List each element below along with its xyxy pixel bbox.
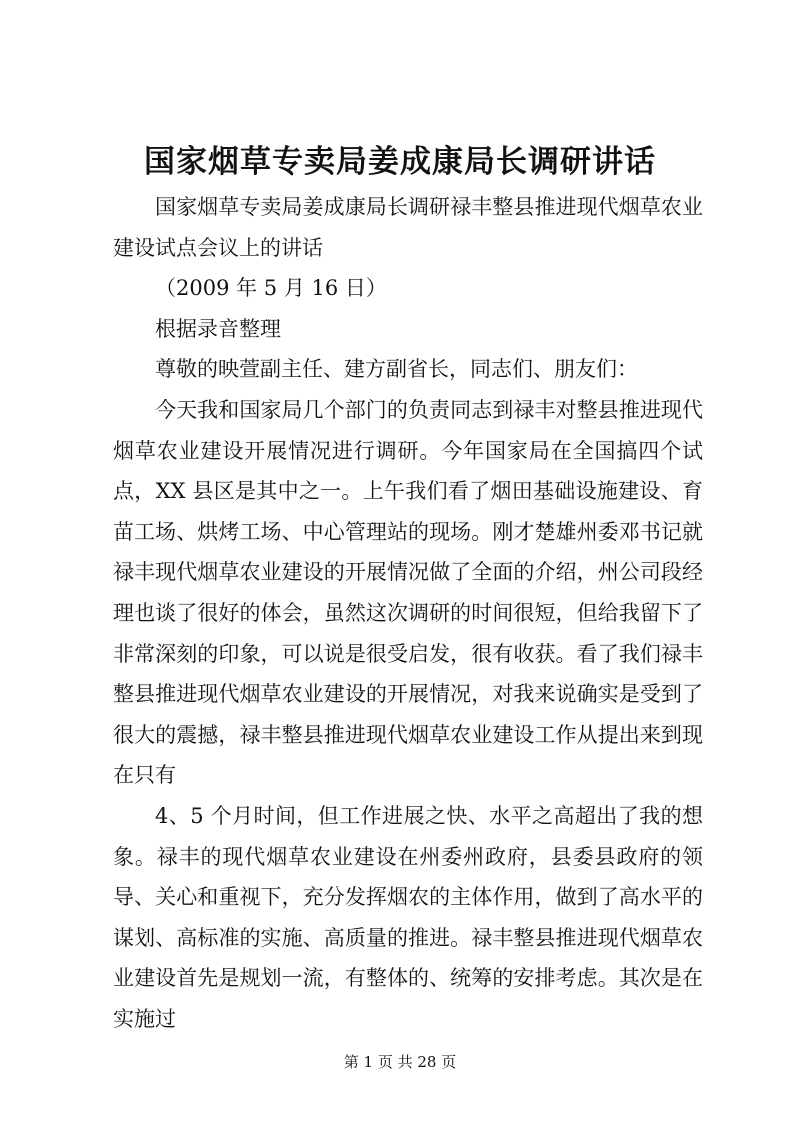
- page-footer: 第 1 页 共 28 页: [343, 1053, 457, 1071]
- paragraph-body-1: 今天我和国家局几个部门的负责同志到禄丰对整县推进现代烟草农业建设开展情况进行调研。今年国家局在全国搞四个试点，XX 县区是其中之一。上午我们看了烟田基础设施建设、育苗工场、烘烤工场、中心管理站的现场。刚才楚雄州委邓书记就禄丰现代烟草农业建设的开展情况做了全面的介绍，州公司段经理也谈了很好的体会，虽然这次调研的时间很短，但给我留下了非常深刻的印象，可以说是很受启发，很有收获。看了我们禄丰整县推进现代烟草农业建设的开展情况，对我来说确实是受到了很大的震撼，禄丰整县推进现代烟草农业建设工作从提出来到现在只有: [113, 397, 703, 788]
- paragraph-subtitle: 国家烟草专卖局姜成康局长调研禄丰整县推进现代烟草农业建设试点会议上的讲话: [113, 195, 703, 260]
- paragraph-note: 根据录音整理: [155, 316, 281, 341]
- document-title: 国家烟草专卖局姜成康局长调研讲话: [144, 144, 656, 180]
- paragraph-date: （2009 年 5 月 16 日）: [155, 276, 387, 301]
- paragraph-salutation: 尊敬的映萱副主任、建方副省长，同志们、朋友们：: [155, 357, 638, 382]
- document-body: [113, 187, 703, 1039]
- paragraph-body-2: 4、5 个月时间，但工作进展之快、水平之高超出了我的想象。禄丰的现代烟草农业建设在州委州政府，县委县政府的领导、关心和重视下，充分发挥烟农的主体作用，做到了高水平的谋划、高标准的实施、高质量的推进。禄丰整县推进现代烟草农业建设首先是规划一流，有整体的、统筹的安排考虑。其次是在实施过: [113, 803, 703, 1031]
